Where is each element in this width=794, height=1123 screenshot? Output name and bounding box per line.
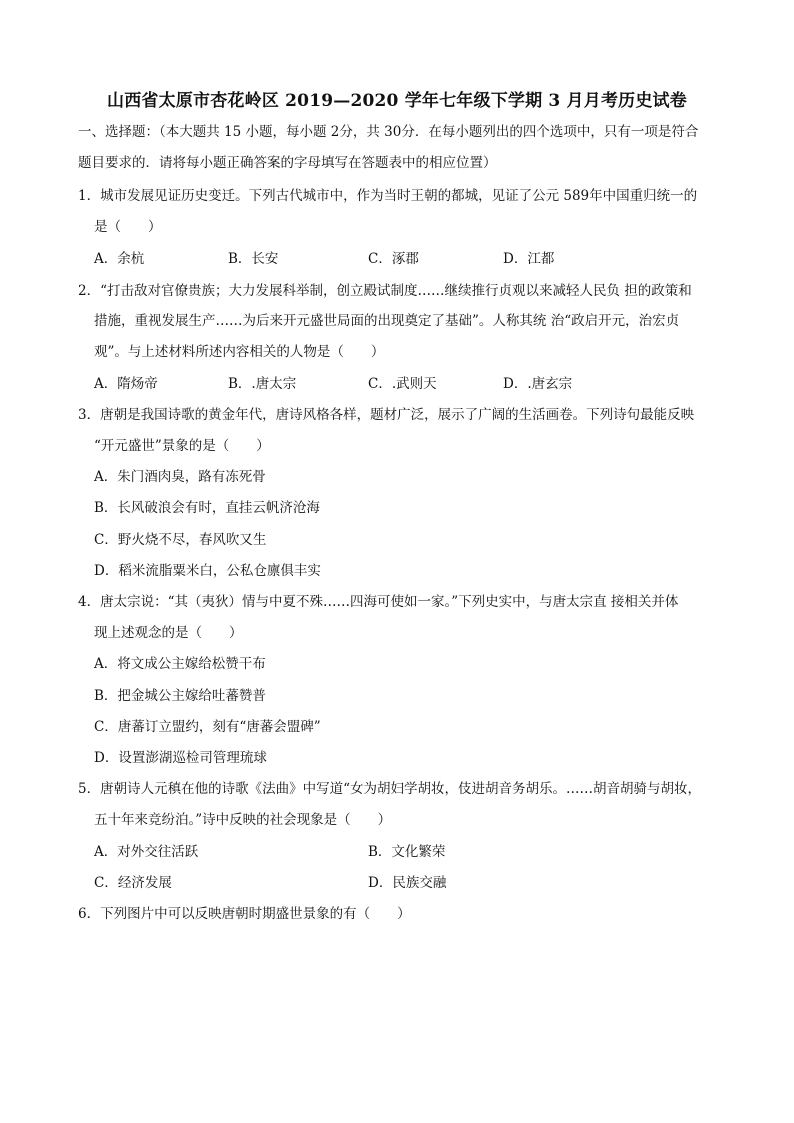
- question-4-option-d: D．设置澎湖巡检司管理琉球: [94, 750, 267, 766]
- question-5-stem-line-2: 五十年来竞纷泊。”诗中反映的社会现象是（ ）: [94, 812, 392, 828]
- question-4-stem-line-1: 4．唐太宗说：“其（夷狄）情与中夏不殊……四海可使如一家。”下列史实中，与唐太宗直 接相关并体: [78, 594, 679, 610]
- question-4-option-c: C．唐蕃订立盟约，刻有“唐蕃会盟碑”: [94, 719, 321, 735]
- question-3-stem-line-1: 3．唐朝是我国诗歌的黄金年代，唐诗风格各样，题材广泛，展示了广阔的生活画卷。下列诗句最能反映: [78, 407, 695, 423]
- question-1-stem-line-2: 是（ ）: [94, 219, 162, 235]
- question-4-option-b: B．把金城公主嫁给吐蕃赞普: [94, 688, 266, 704]
- question-5-option-d: D．民族交融: [368, 875, 447, 891]
- section-instruction-line-2: 题目要求的．请将每小题正确答案的字母填写在答题表中的相应位置）: [78, 155, 497, 171]
- question-5-stem-line-1: 5．唐朝诗人元稹在他的诗歌《法曲》中写道“女为胡妇学胡妆，伎进胡音务胡乐。……胡音胡骑与胡妆，: [78, 781, 701, 797]
- question-4-option-a: A．将文成公主嫁给松赞干布: [94, 656, 266, 672]
- question-5-option-b: B．文化繁荣: [368, 844, 446, 860]
- section-instruction-line-1: 一、选择题：（本大题共 15 小题，每小题 2分，共 30分．在每小题列出的四个选项中，只有一项是符合: [78, 124, 699, 140]
- blank-page-area: [0, 940, 794, 1123]
- question-1-option-b: B．长安: [228, 251, 279, 267]
- question-2-stem-line-3: 观”。与上述材料所述内容相关的人物是（ ）: [94, 344, 385, 360]
- page-title: 山西省太原市杏花岭区 2019—2020 学年七年级下学期 3 月月考历史试卷: [107, 91, 687, 111]
- question-2-option-d: D．.唐玄宗: [503, 376, 573, 392]
- question-3-option-b: B．长风破浪会有时，直挂云帆济沧海: [94, 500, 320, 516]
- question-3-stem-line-2: “开元盛世”景象的是（ ）: [94, 438, 270, 454]
- question-2-stem-line-2: 措施，重视发展生产……为后来开元盛世局面的出现奠定了基础”。人称其统 治“政启开元，治宏贞: [94, 313, 680, 329]
- question-6-stem-line-1: 6．下列图片中可以反映唐朝时期盛世景象的有（ ）: [78, 906, 411, 922]
- question-4-stem-line-2: 现上述观念的是（ ）: [94, 625, 243, 641]
- question-1-option-a: A．余杭: [94, 251, 145, 267]
- question-3-option-d: D．稻米流脂粟米白，公私仓廪俱丰实: [94, 563, 321, 579]
- question-2-option-b: B．.唐太宗: [228, 376, 297, 392]
- question-5-option-c: C．经济发展: [94, 875, 172, 891]
- question-2-option-c: C．.武则天: [368, 376, 437, 392]
- question-2-option-a: A．隋炀帝: [94, 376, 158, 392]
- question-5-option-a: A．对外交往活跃: [94, 844, 199, 860]
- question-1-option-c: C．涿郡: [368, 251, 419, 267]
- question-2-stem-line-1: 2．“打击敌对官僚贵族；大力发展科举制，创立殿试制度……继续推行贞观以来减轻人民负 担的政策和: [78, 283, 692, 299]
- question-3-option-a: A．朱门酒肉臭，路有冻死骨: [94, 469, 266, 485]
- question-1-stem-line-1: 1．城市发展见证历史变迁。下列古代城市中，作为当时王朝的都城，见证了公元 589年中国重归统一的: [78, 188, 698, 204]
- question-3-option-c: C．野火烧不尽，春风吹又生: [94, 532, 267, 548]
- question-1-option-d: D．江都: [503, 251, 555, 267]
